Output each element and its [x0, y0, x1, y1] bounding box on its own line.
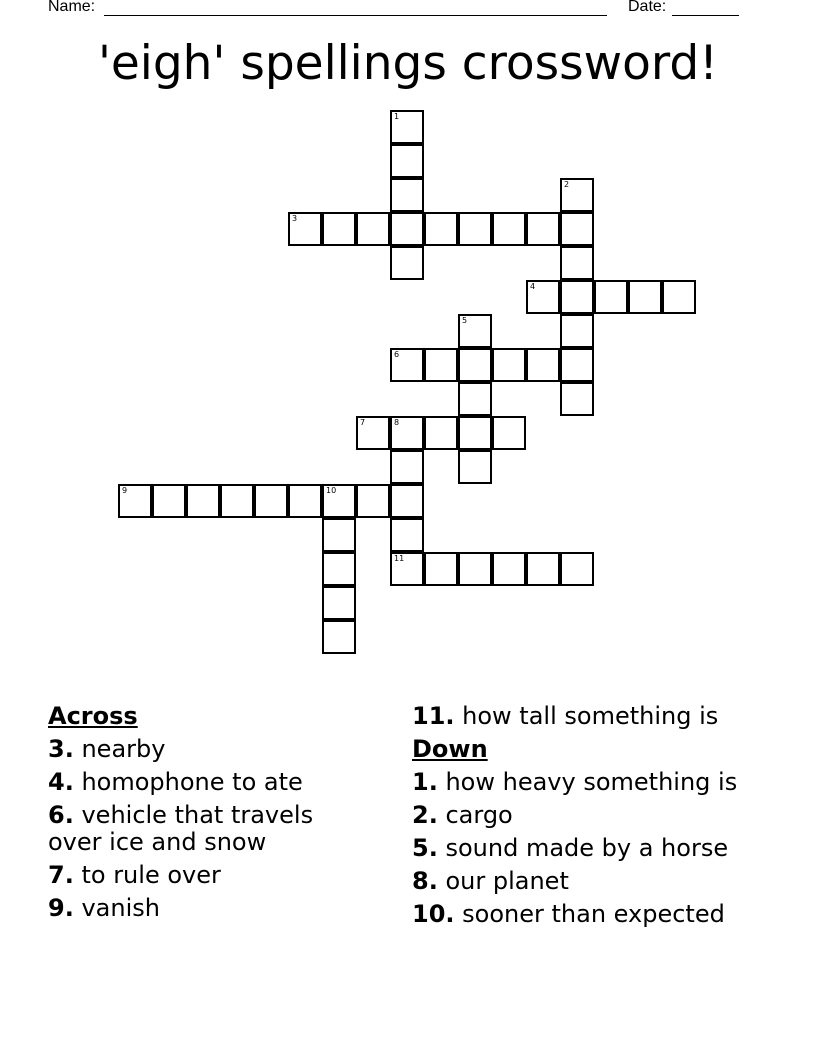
clue-number-label: 11: [394, 554, 405, 563]
grid-cell[interactable]: [390, 246, 424, 280]
grid-cell[interactable]: [560, 280, 594, 314]
clue-down-8: 8. our planet: [412, 867, 569, 895]
clue-number-label: 8: [394, 418, 400, 427]
date-label: Date:: [628, 0, 667, 15]
clue-number-label: 9: [122, 486, 128, 495]
grid-cell[interactable]: [458, 212, 492, 246]
clues-right-column: [412, 700, 792, 931]
clue-number-label: 4: [530, 282, 536, 291]
grid-cell[interactable]: [390, 144, 424, 178]
grid-cell[interactable]: [424, 348, 458, 382]
grid-cell[interactable]: [458, 382, 492, 416]
grid-cell[interactable]: [390, 178, 424, 212]
grid-cell[interactable]: [390, 348, 424, 382]
page-title: 'eigh' spellings crossword!: [97, 36, 719, 91]
clue-number-label: 10: [326, 486, 337, 495]
grid-cell[interactable]: [458, 314, 492, 348]
grid-cell[interactable]: [662, 280, 696, 314]
grid-cell[interactable]: [560, 382, 594, 416]
grid-cell[interactable]: [458, 552, 492, 586]
grid-cell[interactable]: [628, 280, 662, 314]
clues-left-column: [48, 700, 348, 925]
clue-number-label: 7: [360, 418, 366, 427]
grid-cell[interactable]: [458, 416, 492, 450]
grid-cell[interactable]: [390, 212, 424, 246]
grid-cell[interactable]: [424, 416, 458, 450]
grid-cell[interactable]: [288, 484, 322, 518]
clue-down-10: 10. sooner than expected: [412, 900, 725, 928]
grid-cell[interactable]: [526, 212, 560, 246]
grid-cell[interactable]: [560, 348, 594, 382]
clue-number-label: 1: [394, 112, 400, 121]
grid-cell[interactable]: [492, 552, 526, 586]
grid-cell[interactable]: [424, 552, 458, 586]
grid-cell[interactable]: [390, 110, 424, 144]
grid-cell[interactable]: [560, 314, 594, 348]
clue-across-7: 7. to rule over: [48, 861, 221, 889]
clue-number-label: 2: [564, 180, 570, 189]
grid-cell[interactable]: [322, 518, 356, 552]
grid-cell[interactable]: [152, 484, 186, 518]
grid-cell[interactable]: [322, 212, 356, 246]
grid-cell[interactable]: [322, 586, 356, 620]
grid-cell[interactable]: [288, 212, 322, 246]
grid-cell[interactable]: [254, 484, 288, 518]
clue-number-label: 5: [462, 316, 468, 325]
name-label: Name:: [48, 0, 96, 15]
grid-cell[interactable]: [594, 280, 628, 314]
grid-cell[interactable]: [424, 212, 458, 246]
grid-cell[interactable]: [356, 416, 390, 450]
grid-cell[interactable]: [390, 552, 424, 586]
grid-cell[interactable]: [356, 484, 390, 518]
grid-cell[interactable]: [322, 552, 356, 586]
clue-down-5: 5. sound made by a horse: [412, 834, 729, 862]
clue-across-9: 9. vanish: [48, 894, 160, 922]
grid-cell[interactable]: [560, 212, 594, 246]
clue-across-3: 3. nearby: [48, 735, 166, 763]
clue-down-2: 2. cargo: [412, 801, 513, 829]
grid-cell[interactable]: [560, 552, 594, 586]
grid-cell[interactable]: [390, 484, 424, 518]
grid-cell[interactable]: [390, 450, 424, 484]
clue-across-11: 11. how tall something is: [412, 702, 719, 730]
grid-cell[interactable]: [118, 484, 152, 518]
grid-cell[interactable]: [390, 416, 424, 450]
grid-cell[interactable]: [322, 484, 356, 518]
grid-cell[interactable]: [492, 212, 526, 246]
clue-number-label: 6: [394, 350, 400, 359]
grid-cell[interactable]: [390, 518, 424, 552]
across-heading: Across: [48, 702, 138, 730]
grid-cell[interactable]: [560, 178, 594, 212]
grid-cell[interactable]: [220, 484, 254, 518]
grid-cell[interactable]: [526, 280, 560, 314]
grid-cell[interactable]: [458, 450, 492, 484]
grid-cell[interactable]: [526, 348, 560, 382]
grid-cell[interactable]: [492, 416, 526, 450]
clue-across-6: 6. vehicle that travels over ice and snow: [48, 801, 314, 856]
grid-cell[interactable]: [560, 246, 594, 280]
grid-cell[interactable]: [322, 620, 356, 654]
grid-cell[interactable]: [458, 348, 492, 382]
grid-cell[interactable]: [526, 552, 560, 586]
grid-cell[interactable]: [186, 484, 220, 518]
down-heading: Down: [412, 735, 488, 763]
grid-cell[interactable]: [492, 348, 526, 382]
clue-number-label: 3: [292, 214, 298, 223]
grid-cell[interactable]: [356, 212, 390, 246]
clue-across-4: 4. homophone to ate: [48, 768, 303, 796]
clue-down-1: 1. how heavy something is: [412, 768, 738, 796]
